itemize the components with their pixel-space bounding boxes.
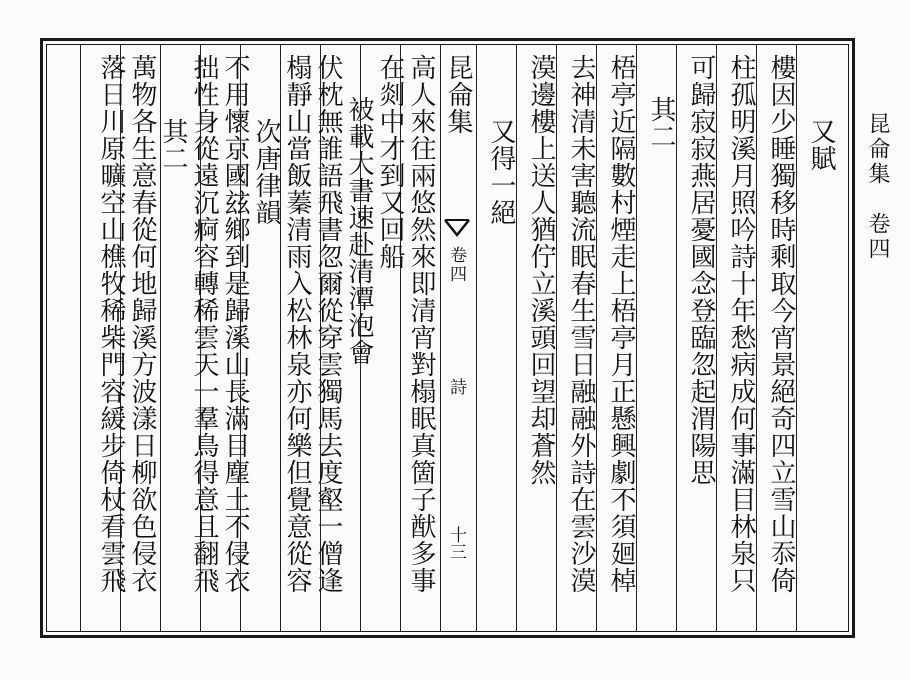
text-column: 其二 — [646, 96, 676, 150]
text-column: 伏枕無誰語飛書忽爾從穿雲獨馬去度壑一僧逢 — [313, 54, 343, 594]
center-book-title: 昆侖集 — [443, 54, 473, 135]
text-column: 又得一絕 — [486, 118, 516, 226]
text-column: 被載大書速赴清潭泡會 — [344, 96, 374, 366]
text-column: 不用懷京國玆鄉到是歸溪山長滿目塵土不侵衣 — [220, 54, 250, 594]
text-column: 在剡中才到又回船 — [375, 54, 405, 270]
text-column: 柱孤明溪月照吟詩十年愁病成何事滿目林泉只 — [726, 54, 756, 594]
text-column: 榻靜山當飯蓁清雨入松林泉亦何樂但覺意從容 — [282, 54, 312, 594]
text-column: 其二 — [158, 118, 188, 172]
text-column: 落日川原曠空山樵牧稀柴門容緩步倚杖看雲飛 — [96, 54, 126, 594]
text-column: 高人來往兩悠然來即清宵對榻眠真箇子猷多事 — [406, 54, 436, 594]
fishtail-mark — [444, 218, 470, 238]
text-column: 拙性身從遠沉痾容轉稀雲天一羣鳥得意且翻飛 — [189, 54, 219, 594]
text-column: 萬物各生意春從何地歸溪方波漾日柳欲色侵衣 — [127, 54, 157, 594]
text-column: 去神清未害聽流眠春生雪日融融外詩在雲沙漠 — [566, 54, 596, 594]
center-page-number: 十三 — [446, 526, 466, 560]
text-column: 可歸寂寂燕居憂國念登臨忽起渭陽思 — [686, 54, 716, 486]
margin-title: 昆侖集 卷四 — [865, 112, 890, 262]
text-column: 樓因少睡獨移時剩取今宵景絕奇四立雪山忝倚 — [766, 54, 796, 594]
text-column: 漠邊樓上送人猶佇立溪頭回望却蒼然 — [526, 54, 556, 486]
text-column: 又賦 — [806, 118, 836, 172]
text-column: 梧亭近隔數村煙走上梧亭月正懸興劇不須廻棹 — [606, 54, 636, 594]
center-strip — [440, 46, 474, 630]
column-rule — [80, 44, 81, 632]
text-column: 次唐律韻 — [251, 118, 281, 226]
center-section: 詩 — [446, 378, 466, 395]
center-volume: 卷四 — [446, 246, 466, 284]
